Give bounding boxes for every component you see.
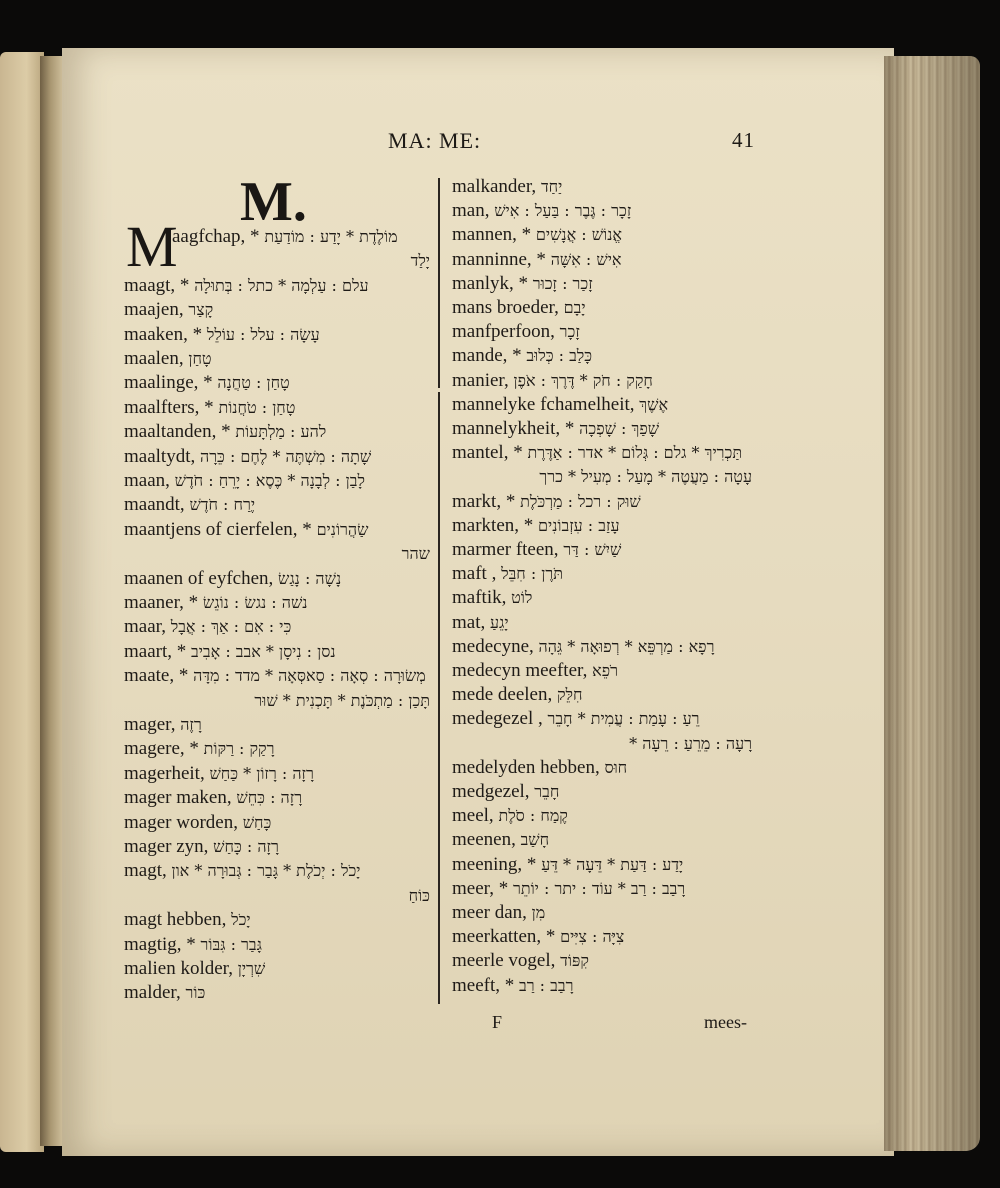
right_column-entry bbox=[452, 176, 752, 198]
right_column-entry bbox=[452, 684, 752, 706]
right_column-entry bbox=[452, 418, 752, 440]
left_column-entry bbox=[124, 714, 430, 736]
right_column-entry bbox=[452, 321, 752, 343]
dutch-headword: maalfters, * bbox=[124, 396, 214, 418]
hebrew-translation: לוֹט bbox=[511, 588, 533, 608]
dutch-headword: maaner, * bbox=[124, 592, 199, 613]
dutch-headword: markt, * bbox=[452, 490, 516, 512]
dutch-headword: mannelyke fchamelheit, bbox=[452, 393, 635, 415]
left_column-entry bbox=[124, 641, 430, 663]
hebrew-translation: יָכֹל bbox=[231, 910, 251, 930]
left_column-entry bbox=[124, 982, 430, 1004]
section-letter: M. bbox=[240, 171, 307, 233]
dutch-headword: malien kolder, bbox=[124, 958, 233, 979]
left_column-entry bbox=[172, 226, 430, 248]
right_column-entry bbox=[452, 878, 752, 900]
running-head: MA: ME: bbox=[388, 128, 482, 153]
hebrew-translation: כִּי : אִם : אַךְ : אֲבָל bbox=[170, 617, 292, 637]
left_column-entry bbox=[124, 348, 430, 370]
hebrew-translation: עָשָׂה : עלל : עוֹלֵל bbox=[206, 324, 320, 344]
dutch-headword: magerheit, bbox=[124, 762, 205, 784]
dutch-headword: maalen, bbox=[124, 348, 184, 369]
dutch-headword: mannelykheit, * bbox=[452, 418, 575, 439]
hebrew-translation: אֱנוֹשׁ : אֲנָשִׁים bbox=[535, 225, 623, 245]
dutch-headword: meerkatten, * bbox=[452, 926, 556, 948]
dutch-headword: mande, * bbox=[452, 345, 522, 367]
hebrew-translation: רָקַק : רַקּוֹת bbox=[203, 739, 275, 759]
dutch-headword: medelyden hebben, bbox=[452, 756, 600, 778]
dutch-headword: maantjens of cierfelen, * bbox=[124, 518, 312, 540]
dutch-headword: mannen, * bbox=[452, 224, 532, 246]
hebrew-translation: מְשׂוּרָה : סְאָה : סַאסְּאָה * מדד : מִדָּה bbox=[193, 666, 426, 686]
hebrew-translation: להע : מַלְתָּעוֹת bbox=[235, 422, 327, 442]
right_column-entry bbox=[452, 757, 752, 779]
hebrew-translation: תֹּרֶן : חִבֵּל bbox=[501, 564, 563, 584]
dutch-headword: meening, * bbox=[452, 853, 537, 875]
dutch-headword: meer dan, bbox=[452, 902, 527, 923]
dutch-headword: magt hebben, bbox=[124, 909, 227, 931]
hebrew-translation: טָחַן bbox=[188, 349, 212, 368]
hebrew-translation: שָׁפַךְ : שָׁפְכָה bbox=[579, 419, 660, 438]
right_column-entry bbox=[452, 660, 752, 682]
left_column-entry bbox=[124, 324, 430, 346]
hebrew-translation: שׁוּק : רכל : מַרְכֹּלֶת bbox=[520, 491, 641, 511]
left_column-entry bbox=[124, 665, 430, 687]
right_column-entry bbox=[452, 249, 752, 271]
left_column-entry bbox=[124, 616, 430, 638]
right_column-entry bbox=[452, 491, 752, 513]
right_column-entry bbox=[452, 975, 752, 997]
column-rule-lower bbox=[438, 392, 440, 1004]
dutch-headword: markten, * bbox=[452, 514, 534, 536]
dutch-headword: maate, * bbox=[124, 665, 189, 687]
hebrew-translation: תַּכְרִיךְ * גלם : גְּלוֹם * אדר : אַדֶּרֶת bbox=[527, 443, 743, 463]
left_column-entry bbox=[124, 958, 430, 980]
left_column-entry bbox=[124, 421, 430, 443]
left_column-entry bbox=[124, 470, 430, 492]
dutch-headword: magt, bbox=[124, 860, 167, 882]
hebrew-translation: קָצַר bbox=[188, 300, 214, 320]
left_column-entry bbox=[124, 812, 430, 834]
right_column-entry bbox=[452, 829, 752, 851]
hebrew-translation: עָזַב : עִזְבוֹנִים bbox=[538, 515, 620, 535]
dutch-headword: manier, bbox=[452, 369, 509, 391]
hebrew-translation: רָבַב : רַב * עוֹד : יתר : יוֹתֵר bbox=[512, 878, 686, 898]
hebrew-translation: רֵעַ : עָמַת : עֲמִית * חָבֵר bbox=[547, 709, 700, 729]
left_column-entry bbox=[124, 836, 430, 858]
dutch-headword: maftik, bbox=[452, 587, 507, 609]
hebrew-translation: נסן : נִיסָן * אבב : אָבִיב bbox=[191, 641, 336, 661]
hebrew-translation: מִן bbox=[531, 903, 546, 922]
page-stack-shadow bbox=[884, 56, 980, 1151]
dutch-headword: maar, bbox=[124, 616, 166, 638]
drop-capital: M bbox=[126, 214, 178, 279]
dutch-headword: mede deelen, bbox=[452, 684, 553, 706]
hebrew-translation: טָחַן : טֹחֲנוֹת bbox=[218, 397, 296, 417]
left_column-entry bbox=[124, 763, 430, 785]
hebrew-translation: נשׁה : נגשׂ : נוֹגֵשׂ bbox=[202, 593, 308, 612]
hebrew-translation: כָּחַשׁ bbox=[242, 812, 272, 832]
right_column-entry bbox=[452, 854, 752, 876]
hebrew-translation: שהר bbox=[401, 544, 430, 564]
left_column-entry bbox=[124, 275, 430, 297]
hebrew-translation: יָדַע : דַּעַת * דֵּעָה * דֵּעַ bbox=[541, 854, 684, 874]
dutch-headword: maft , bbox=[452, 563, 497, 585]
hebrew-translation: כּוֹר bbox=[185, 983, 206, 1003]
dutch-headword: mager zyn, bbox=[124, 836, 209, 857]
hebrew-translation: עלם : עַלְמָה * כתל : בְּתוּלָה bbox=[194, 275, 369, 295]
dutch-headword: meenen, bbox=[452, 829, 516, 851]
dutch-headword: manninne, * bbox=[452, 248, 546, 270]
right_column-entry bbox=[452, 563, 752, 585]
page-number: 41 bbox=[732, 128, 755, 152]
right_column-entry bbox=[452, 926, 752, 948]
hebrew-translation: רָפָא : מַרְפֵּא * רְפוּאָה * גֵּהָה bbox=[538, 636, 715, 656]
catchword: mees- bbox=[704, 1012, 747, 1032]
hebrew-translation: אֶשֶׁךְ bbox=[639, 394, 669, 414]
hebrew-translation: חָבֵר bbox=[534, 782, 560, 801]
hebrew-translation: כָּלַב : כְּלוּב bbox=[526, 346, 593, 366]
dutch-headword: maaken, * bbox=[124, 323, 203, 345]
right_column-entry bbox=[452, 805, 752, 827]
hebrew-translation: זָכַר : זָכוּר bbox=[532, 273, 593, 293]
dutch-headword: man, bbox=[452, 200, 490, 222]
hebrew-translation: טָחַן : טַחֲנָה bbox=[217, 373, 290, 393]
hebrew-translation: כּוֹחַ bbox=[408, 885, 430, 905]
dutch-headword: meerle vogel, bbox=[452, 950, 556, 972]
dutch-headword: mantel, * bbox=[452, 442, 523, 464]
left_column-entry bbox=[124, 934, 430, 956]
hebrew-translation: מוֹלֶדֶת * יָדַע : מוֹדַעַת bbox=[264, 227, 398, 246]
left_column-entry bbox=[124, 592, 430, 614]
left-page-edge bbox=[0, 52, 44, 1152]
right_column-entry bbox=[452, 345, 752, 367]
right_column-entry bbox=[452, 781, 752, 803]
hebrew-translation: שִׁרְיָן bbox=[237, 959, 266, 978]
dutch-headword: mager maken, bbox=[124, 787, 232, 809]
right_column-entry bbox=[452, 297, 752, 319]
left_column-entry bbox=[124, 568, 430, 590]
dutch-headword: maaltydt, bbox=[124, 445, 196, 467]
hebrew-translation: חוּס bbox=[604, 757, 628, 777]
hebrew-translation: יָכֹל : יְכֹלֶת * גָּבַר : גְּבוּרָה * און bbox=[171, 861, 361, 881]
hebrew-translation: חָקַק : חֹק * דֶּרֶךְ : אֹפֶן bbox=[513, 370, 653, 390]
dutch-headword: maandt, bbox=[124, 494, 185, 516]
hebrew-translation: יַחַד bbox=[540, 177, 563, 196]
hebrew-translation: אִישׁ : אִשָּׁה bbox=[550, 249, 622, 269]
hebrew-translation: גָּבַר : גִּבּוֹר bbox=[200, 934, 262, 954]
hebrew-translation: שַׁיִשׁ : דַּר bbox=[563, 540, 622, 559]
dutch-headword: aagfchap, * bbox=[172, 226, 260, 247]
dutch-headword: medgezel, bbox=[452, 781, 530, 802]
hebrew-translation: רָעָה : מֵרֵעַ : רֵעָה * bbox=[629, 733, 752, 753]
hebrew-translation: לָבַן : לְבָנָה * כֶּסֶא : יָרֵחַ : חֹדֶשׁ bbox=[174, 471, 365, 490]
hebrew-translation: תָּכַן : מַתְכֹּנֶת * תָּכְנִית * שׁוּר bbox=[254, 690, 430, 710]
hebrew-translation: רָזֶה bbox=[180, 715, 202, 734]
signature-mark: F bbox=[492, 1012, 503, 1032]
left_column-entry bbox=[124, 860, 430, 882]
hebrew-translation: יָבָם bbox=[563, 298, 586, 317]
hebrew-translation: צִיָּה : צִיִּים bbox=[560, 927, 625, 947]
hebrew-translation: יָלַד bbox=[410, 251, 430, 271]
dutch-headword: maaltanden, * bbox=[124, 421, 231, 443]
dutch-headword: medecyn meefter, bbox=[452, 660, 588, 681]
left_column-entry bbox=[124, 372, 430, 394]
hebrew-translation: זָכָר bbox=[559, 322, 580, 342]
right_column-entry bbox=[452, 394, 752, 416]
dutch-headword: mans broeder, bbox=[452, 297, 559, 318]
right_column-entry bbox=[452, 224, 752, 246]
dutch-headword: medegezel , bbox=[452, 708, 543, 730]
right_column-entry bbox=[452, 950, 752, 972]
hebrew-translation: שַׂהֲרוֹנִים bbox=[316, 519, 369, 539]
right_column-entry bbox=[452, 515, 752, 537]
dutch-headword: magere, * bbox=[124, 738, 199, 760]
dutch-headword: maart, * bbox=[124, 640, 187, 662]
hebrew-translation: יָגֵעַ bbox=[490, 612, 509, 632]
right_column-entry bbox=[452, 902, 752, 924]
dutch-headword: maagt, * bbox=[124, 274, 190, 296]
hebrew-translation: זָכָר : גֶּבֶר : בַּעַל : אִישׁ bbox=[494, 201, 632, 221]
dutch-headword: magtig, * bbox=[124, 933, 196, 955]
right_column-entry bbox=[452, 708, 752, 730]
left_column-entry bbox=[124, 494, 430, 516]
dutch-headword: malder, bbox=[124, 982, 181, 1004]
dutch-headword: maalinge, * bbox=[124, 372, 213, 394]
hebrew-translation: נָשָׁה : נָגַשׂ bbox=[278, 568, 342, 588]
right_column-entry bbox=[452, 539, 752, 561]
dutch-headword: marmer fteen, bbox=[452, 539, 559, 560]
left_column-entry bbox=[124, 519, 430, 541]
hebrew-translation: יֶרַח : חֹדֶשׁ bbox=[189, 495, 256, 515]
dutch-headword: manfperfoon, bbox=[452, 321, 555, 343]
hebrew-translation: קִפּוֹד bbox=[560, 951, 589, 971]
hebrew-translation: חָשַׁב bbox=[520, 830, 550, 850]
hebrew-translation: עָטָה : מַעֲטֶה * מָעַל : מְעִיל * כרך bbox=[539, 467, 752, 487]
dutch-headword: meel, bbox=[452, 805, 494, 827]
dutch-headword: medecyne, bbox=[452, 635, 534, 657]
right_column-entry bbox=[452, 370, 752, 392]
dutch-headword: malkander, bbox=[452, 176, 537, 197]
hebrew-translation: קֶמַח : סֹלֶת bbox=[498, 806, 568, 826]
left_column-entry bbox=[124, 787, 430, 809]
right_column-entry bbox=[452, 587, 752, 609]
hebrew-translation: רָזָה : כִּחֵשׁ bbox=[236, 788, 303, 808]
left_column-entry bbox=[124, 299, 430, 321]
right_column-entry bbox=[452, 612, 752, 634]
hebrew-translation: רָבַב : רַב bbox=[519, 975, 574, 995]
hebrew-translation: רָזָה : רָזוֹן * כַּחַשׁ bbox=[209, 763, 314, 783]
dutch-headword: mager worden, bbox=[124, 811, 238, 833]
dutch-headword: maan, bbox=[124, 470, 170, 491]
hebrew-translation: שָׁתָה : מִשְׁתֶּה * לֶחֶם : כֵּרָה bbox=[199, 446, 372, 466]
left_column-entry bbox=[124, 909, 430, 931]
hebrew-translation: חִלֵּק bbox=[556, 685, 583, 705]
left_column-entry bbox=[124, 397, 430, 419]
right_column-entry bbox=[452, 636, 752, 658]
left_column-entry bbox=[124, 446, 430, 468]
left_column-entry bbox=[124, 738, 430, 760]
right_column-entry bbox=[452, 200, 752, 222]
right_column-entry bbox=[452, 442, 752, 464]
dutch-headword: meer, * bbox=[452, 877, 509, 899]
dutch-headword: maanen of eyfchen, bbox=[124, 567, 274, 589]
column-rule-upper bbox=[438, 178, 440, 388]
dutch-headword: mager, bbox=[124, 714, 176, 735]
hebrew-translation: רָזָה : כָּחַשׁ bbox=[213, 837, 279, 856]
right_column-entry bbox=[452, 273, 752, 295]
dutch-headword: meeft, * bbox=[452, 974, 515, 996]
hebrew-translation: רֹפֵא bbox=[592, 661, 618, 680]
dutch-headword: manlyk, * bbox=[452, 272, 528, 294]
dutch-headword: maajen, bbox=[124, 299, 184, 321]
dutch-headword: mat, bbox=[452, 611, 486, 633]
